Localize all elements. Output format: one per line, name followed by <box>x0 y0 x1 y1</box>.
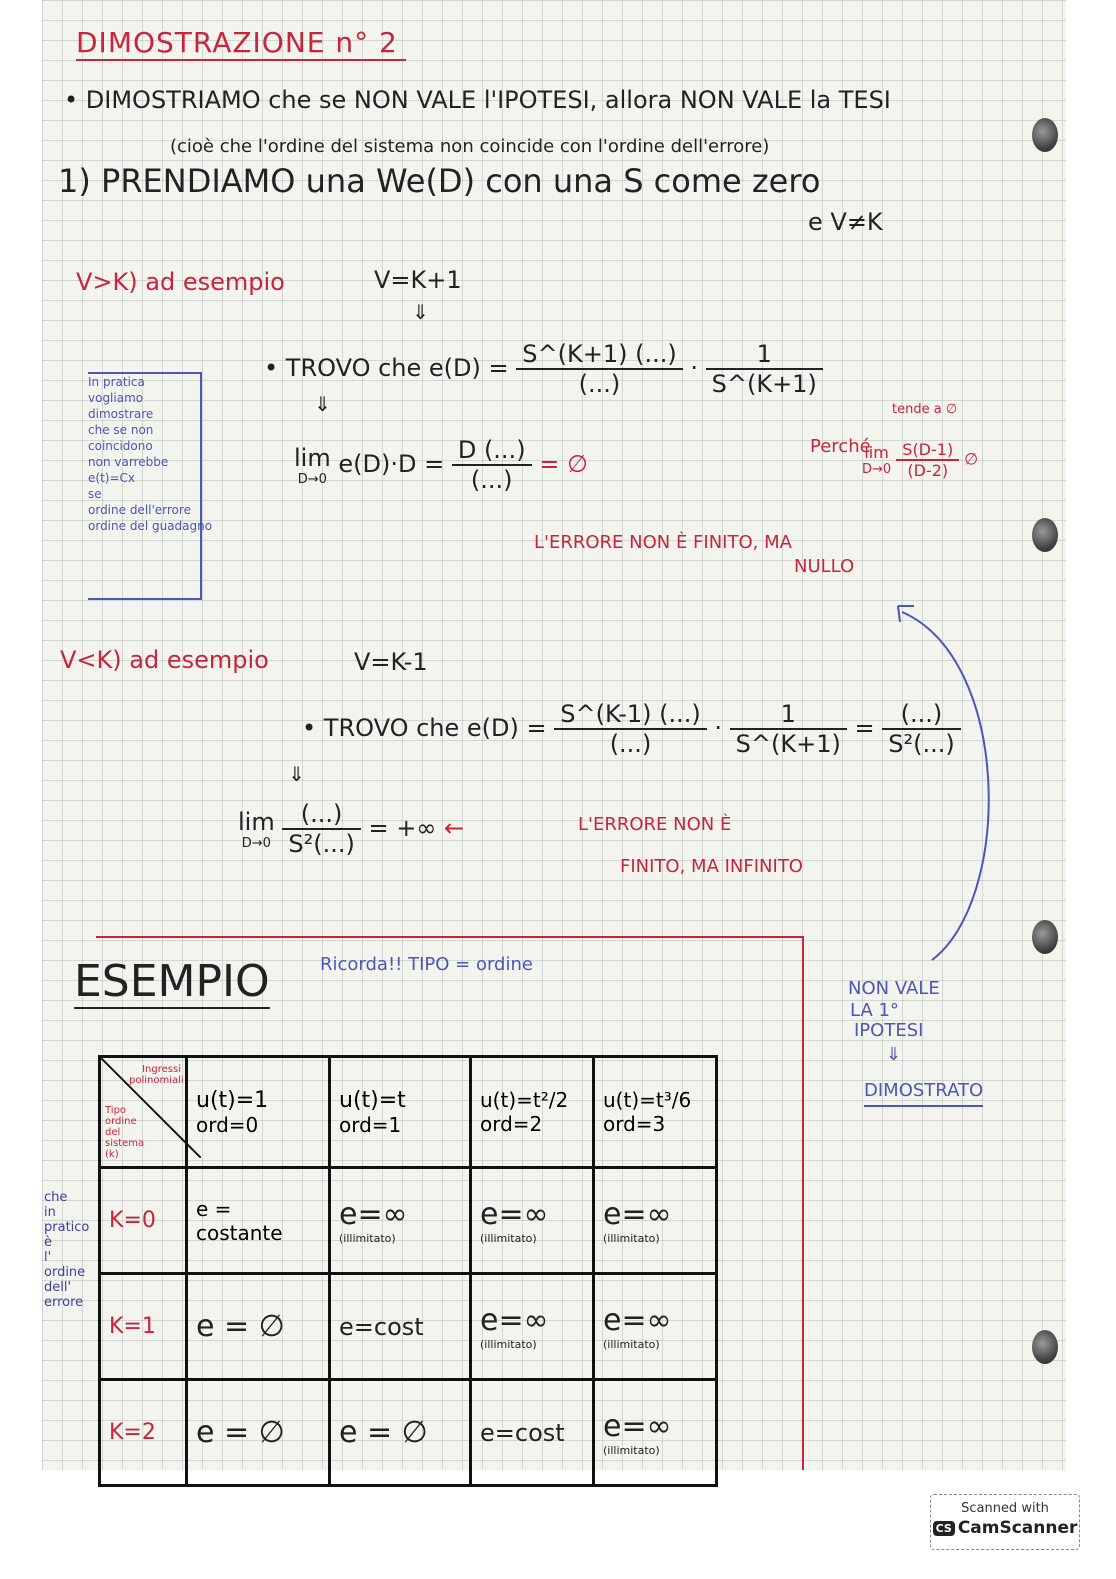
step-heading: 1) PRENDIAMO una We(D) con una S come zero <box>58 162 821 200</box>
cell-note: (illimitato) <box>603 1231 660 1245</box>
cell-value: e=cost <box>339 1312 424 1341</box>
case-choice: V=K+1 <box>374 266 462 294</box>
fraction-denominator: (D-2) <box>896 459 959 480</box>
cell-value: e = ∅ <box>196 1415 285 1450</box>
example-table <box>98 1055 718 1487</box>
down-arrow-icon: ⇓ <box>412 300 429 324</box>
error-statement <box>264 340 823 398</box>
times-sign: · <box>690 354 698 382</box>
side-note-line: ordine del guadagno <box>88 519 213 533</box>
curved-arrow-icon <box>892 600 1022 980</box>
camscanner-brand <box>931 1518 1079 1538</box>
column-order: ord=3 <box>603 1112 666 1136</box>
row-label: K=1 <box>109 1314 156 1339</box>
binder-ring <box>1032 1330 1058 1364</box>
column-header <box>471 1057 594 1168</box>
cell-note: (illimitato) <box>603 1337 660 1351</box>
table-row <box>100 1274 717 1380</box>
side-note-line: pratico <box>44 1220 90 1235</box>
example-side-note <box>44 1190 88 1310</box>
case-label: V<K) ad esempio <box>60 646 269 674</box>
binder-ring <box>1032 118 1058 152</box>
fraction-numerator: S^(K+1) (...) <box>522 340 677 368</box>
side-note-line: dell' <box>44 1280 72 1295</box>
side-note-line: ordine dell'errore <box>88 503 191 517</box>
conclusion-line: IPOTESI <box>854 1020 924 1041</box>
fraction-denominator: S^(K+1) <box>730 728 847 758</box>
example-reminder: Ricorda!! TIPO = ordine <box>320 954 533 975</box>
table-cell <box>187 1274 330 1380</box>
column-order: ord=2 <box>480 1112 543 1136</box>
side-note-line: se <box>88 487 102 501</box>
limit-fraction <box>282 800 360 858</box>
cell-note: (illimitato) <box>603 1443 660 1457</box>
column-header <box>187 1057 330 1168</box>
table-header-row <box>100 1057 717 1168</box>
fraction-numerator: D (...) <box>457 436 526 464</box>
table-cell <box>471 1168 594 1274</box>
table-cell <box>471 1380 594 1486</box>
column-input: u(t)=t <box>339 1087 406 1113</box>
conclusion-line: NON VALE <box>848 978 940 999</box>
page-title: DIMOSTRAZIONE n° 2 <box>76 26 406 61</box>
camscanner-name: CamScanner <box>957 1518 1078 1538</box>
side-reason: Perché <box>810 436 871 457</box>
cell-value: e=∞ <box>603 1408 672 1444</box>
row-header <box>100 1380 187 1486</box>
column-header <box>330 1057 471 1168</box>
limit-statement <box>238 800 464 858</box>
conclusion-line: LA 1° <box>850 1000 899 1021</box>
side-note-line: che se non <box>88 423 154 437</box>
scanned-with-label: Scanned with <box>961 1501 1049 1516</box>
table-cell <box>594 1380 717 1486</box>
column-input: u(t)=t³/6 <box>603 1088 692 1112</box>
row-header <box>100 1168 187 1274</box>
limit-subscript: D→0 <box>297 471 327 487</box>
cell-note: (illimitato) <box>339 1231 396 1245</box>
corner-cell <box>100 1057 187 1168</box>
table-row <box>100 1380 717 1486</box>
fraction-numerator: S(D-1) <box>902 440 954 459</box>
down-arrow-icon: ⇓ <box>886 1044 902 1065</box>
side-note-line: non varrebbe <box>88 455 169 469</box>
side-note-line: che <box>44 1190 68 1205</box>
find-label: • TROVO che e(D) = <box>302 714 547 742</box>
camscanner-badge <box>930 1494 1080 1550</box>
side-note-line: vogliamo <box>88 391 144 405</box>
corner-top-label: Ingressi polinomiali <box>129 1064 184 1086</box>
limit-label: lim <box>294 443 331 472</box>
left-arrow-icon: ← <box>443 814 465 842</box>
cell-value: e = ∅ <box>196 1309 285 1344</box>
example-title: ESEMPIO <box>74 956 270 1007</box>
camscanner-logo-icon: CS <box>933 1521 955 1536</box>
column-order: ord=0 <box>196 1112 259 1137</box>
limit-result: = +∞ <box>368 814 437 842</box>
limit-result: = ∅ <box>539 450 588 478</box>
fraction-denominator: (...) <box>516 368 682 398</box>
limit-statement <box>294 436 588 494</box>
limit-expression: e(D)·D = <box>338 450 445 478</box>
error-note: L'ERRORE NON È FINITO, MA <box>534 532 792 553</box>
side-note-line: dimostrare <box>88 407 154 421</box>
fraction-numerator: (...) <box>900 700 943 728</box>
cell-value: e=∞ <box>603 1196 672 1232</box>
cell-value: e=∞ <box>480 1196 549 1232</box>
error-fraction <box>554 700 706 758</box>
column-input: u(t)=1 <box>196 1087 269 1113</box>
side-note-line: In pratica <box>88 375 145 389</box>
corner-bottom-label: Tipo ordine del sistema (k) <box>105 1105 145 1160</box>
limit-label: lim <box>238 807 275 836</box>
limit-subscript: D→0 <box>241 835 271 851</box>
find-label: • TROVO che e(D) = <box>264 354 509 382</box>
equals-sign: = <box>854 714 875 742</box>
cell-value: e = ∅ <box>339 1415 428 1450</box>
row-label: K=0 <box>109 1208 156 1233</box>
binder-ring <box>1032 518 1058 552</box>
error-fraction <box>516 340 682 398</box>
side-note-line: coincidono <box>88 439 153 453</box>
error-note: L'ERRORE NON È <box>578 814 732 835</box>
table-cell <box>187 1168 330 1274</box>
conclusion-result: DIMOSTRATO <box>864 1080 983 1107</box>
table-cell <box>330 1274 471 1380</box>
row-header <box>100 1274 187 1380</box>
fraction-numerator: (...) <box>300 800 343 828</box>
error-statement: • TROVO che e(D) = $\frac{S\^{}(K-1) (...)}{(...)}$ · $\frac{1}{S\^{}(K+1)}$ = $\frac{(...)}{\text{S²(...)}}$ <box>302 700 961 758</box>
condition: e V≠K <box>808 208 883 236</box>
cell-value: e=∞ <box>480 1302 549 1338</box>
side-note-line: ordine <box>44 1265 86 1280</box>
column-header <box>594 1057 717 1168</box>
case-choice: V=K-1 <box>354 648 428 676</box>
factor-fraction <box>706 340 823 398</box>
intro-line: • DIMOSTRIAMO che se NON VALE l'IPOTESI, allora NON VALE la TESI <box>64 86 891 114</box>
fraction-denominator: S^(K+1) <box>706 368 823 398</box>
cell-note: (illimitato) <box>480 1337 537 1351</box>
down-arrow-icon: ⇓ <box>288 762 305 786</box>
side-note-line: l' <box>44 1250 52 1265</box>
cell-value: e=∞ <box>339 1196 408 1232</box>
side-result: ∅ <box>964 449 979 469</box>
limit-operator <box>238 808 275 851</box>
error-note: FINITO, MA INFINITO <box>620 856 803 877</box>
limit-fraction <box>452 436 532 494</box>
fraction-numerator: S^(K-1) (...) <box>560 700 701 728</box>
cell-value: e=∞ <box>603 1302 672 1338</box>
table-cell <box>330 1380 471 1486</box>
fraction-numerator: 1 <box>756 340 772 368</box>
side-note-line: errore <box>44 1295 84 1310</box>
row-label: K=2 <box>109 1420 156 1445</box>
down-arrow-icon: ⇓ <box>314 392 331 416</box>
side-note-line: è <box>44 1235 52 1250</box>
factor-fraction <box>730 700 847 758</box>
column-input: u(t)=t²/2 <box>480 1088 569 1112</box>
cell-note: (illimitato) <box>480 1231 537 1245</box>
table-cell <box>594 1168 717 1274</box>
cell-value: e=cost <box>480 1418 565 1447</box>
table-row <box>100 1168 717 1274</box>
table-cell <box>471 1274 594 1380</box>
side-limit <box>862 440 978 480</box>
table-cell <box>187 1380 330 1486</box>
fraction-numerator: 1 <box>780 700 796 728</box>
side-fraction <box>896 440 959 480</box>
fraction-denominator: (...) <box>554 728 706 758</box>
binder-ring <box>1032 920 1058 954</box>
side-tends: tende a ∅ <box>892 402 958 417</box>
table-cell <box>594 1274 717 1380</box>
fraction-denominator: (...) <box>452 464 532 494</box>
error-note: NULLO <box>794 556 855 577</box>
side-note-line: in <box>44 1205 56 1220</box>
side-note-line: e(t)=Cx <box>88 471 135 485</box>
table-cell <box>330 1168 471 1274</box>
cell-value: e = costante <box>196 1196 283 1245</box>
limit-operator <box>862 443 891 477</box>
side-note-box <box>88 372 213 600</box>
limit-operator <box>294 444 331 487</box>
intro-clarification: (cioè che l'ordine del sistema non coincide con l'ordine dell'errore) <box>170 136 770 157</box>
column-order: ord=1 <box>339 1112 402 1137</box>
limit-label: lim <box>864 443 889 462</box>
limit-subscript: D→0 <box>862 462 892 477</box>
fraction-denominator: S²(...) <box>882 728 960 758</box>
case-label: V>K) ad esempio <box>76 268 285 296</box>
fraction-denominator: S²(...) <box>282 828 360 858</box>
